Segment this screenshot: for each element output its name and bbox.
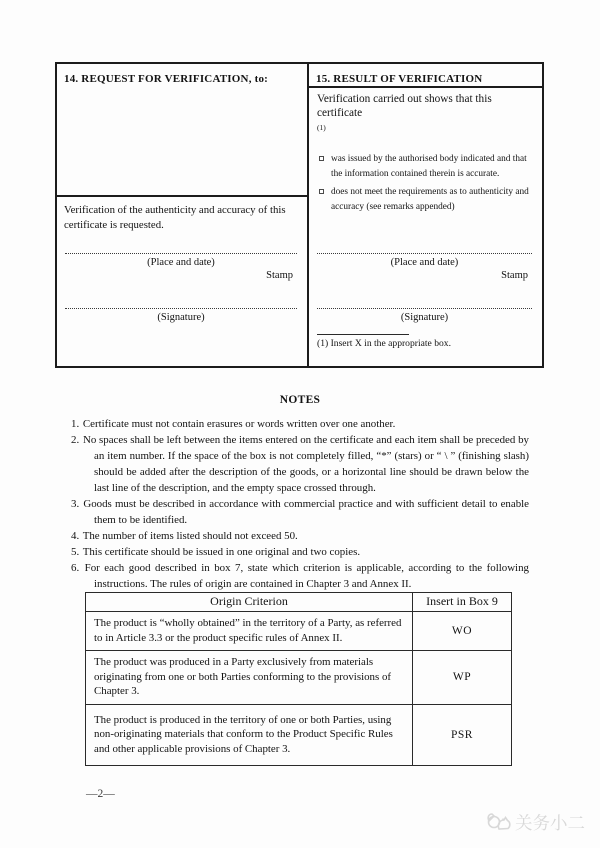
footnote-reference: (1) — [317, 123, 326, 132]
note-number: 5. — [71, 546, 80, 558]
footnote-rule — [317, 334, 409, 335]
box15-intro: Verification carried out shows that this certificate — [317, 93, 492, 119]
column-header-origin-criterion: Origin Criterion — [86, 593, 413, 612]
signature-label: (Signature) — [157, 312, 205, 323]
box15-header-area — [309, 64, 542, 88]
verification-boxes — [55, 62, 544, 368]
verification-option-not-meet — [317, 185, 534, 215]
note-item-1 — [71, 416, 529, 432]
note-item-6 — [71, 560, 529, 592]
code-cell: PSR — [413, 704, 512, 766]
note-number: 2. — [71, 434, 80, 446]
place-and-date-label: (Place and date) — [390, 257, 459, 268]
box14-header-area — [57, 64, 307, 197]
notes-heading: NOTES — [279, 394, 321, 406]
option-label: does not meet the requirements as to authenticity and accuracy (see remarks appended) — [331, 187, 529, 212]
box15-signature-area — [317, 253, 532, 349]
criterion-cell: The product is produced in the territory of one or both Parties, using non-originating materials that conform to the Product Specific Rules and other applicable provisions of Chapter 3. — [86, 704, 413, 766]
note-text: This certificate should be issued in one original and two copies. — [82, 546, 361, 558]
dotted-fill-line — [317, 253, 532, 254]
code-cell: WP — [413, 651, 512, 705]
table-row-psr — [86, 704, 512, 766]
box15-options — [317, 152, 534, 215]
table-row-wp — [86, 651, 512, 705]
box15-title: 15. RESULT OF VERIFICATION — [316, 73, 483, 85]
box14-title: 14. REQUEST FOR VERIFICATION, to: — [64, 73, 269, 85]
note-item-5 — [71, 544, 529, 560]
verification-option-issued — [317, 152, 534, 182]
checkbox-icon — [319, 189, 324, 194]
watermark-text: 关务小二 — [515, 814, 585, 834]
stamp-label: Stamp — [266, 270, 293, 281]
note-item-2 — [71, 432, 529, 496]
code-cell: WO — [413, 612, 512, 651]
dotted-fill-line — [65, 308, 297, 309]
signature-label: (Signature) — [400, 312, 449, 323]
note-number: 3. — [71, 498, 80, 510]
place-and-date-label: (Place and date) — [147, 257, 215, 268]
note-number: 6. — [71, 562, 80, 574]
note-item-3 — [71, 496, 529, 528]
notes-section — [71, 394, 529, 766]
note-text: No spaces shall be left between the items entered on the certificate and each item shall be preceded by an item number. If the space of the box is not completely filled, “*” (stars) or “ \ ” (finishing slash) should be added after the description of the goods, or a horizontal line should be drawn below the last line of the description, and the empty space crossed through. — [82, 434, 529, 494]
note-number: 4. — [71, 530, 80, 542]
watermark — [486, 810, 585, 835]
note-text: Certificate must not contain erasures or words written over one another. — [82, 418, 396, 430]
criteria-table-header-row — [86, 593, 512, 612]
option-label: was issued by the authorised body indicated and that the information contained therein is accurate. — [331, 154, 527, 179]
criterion-cell: The product is “wholly obtained” in the territory of a Party, as referred to in Article 3.3 or the product specific rules of Annex II. — [86, 612, 413, 651]
box15-footnote: (1) Insert X in the appropriate box. — [317, 338, 452, 349]
checkbox-icon — [319, 156, 324, 161]
table-row-wo — [86, 612, 512, 651]
dotted-fill-line — [317, 308, 532, 309]
box14-request-text: Verification of the authenticity and accuracy of this certificate is requested. — [64, 204, 286, 231]
note-text: Goods must be described in accordance with commercial practice and with sufficient detail to enable them to be identified. — [83, 498, 529, 526]
page-number: —2— — [86, 788, 115, 800]
box14-request-for-verification — [57, 64, 309, 366]
note-number: 1. — [71, 418, 80, 430]
box15-body — [309, 88, 542, 215]
note-item-4 — [71, 528, 529, 544]
box15-result-of-verification — [309, 64, 542, 366]
box14-signature-area — [65, 253, 297, 323]
cat-logo-icon — [486, 811, 512, 835]
criteria-table — [85, 592, 512, 766]
dotted-fill-line — [65, 253, 297, 254]
column-header-insert-in-box9: Insert in Box 9 — [413, 593, 512, 612]
note-text: For each good described in box 7, state which criterion is applicable, according to the following instructions. The rules of origin are contained in Chapter 3 and Annex II. — [84, 562, 529, 590]
criterion-cell: The product was produced in a Party exclusively from materials originating from one or both Parties conforming to the provisions of Chapter 3. — [86, 651, 413, 705]
stamp-label: Stamp — [501, 270, 528, 281]
note-text: The number of items listed should not exceed 50. — [82, 530, 298, 542]
